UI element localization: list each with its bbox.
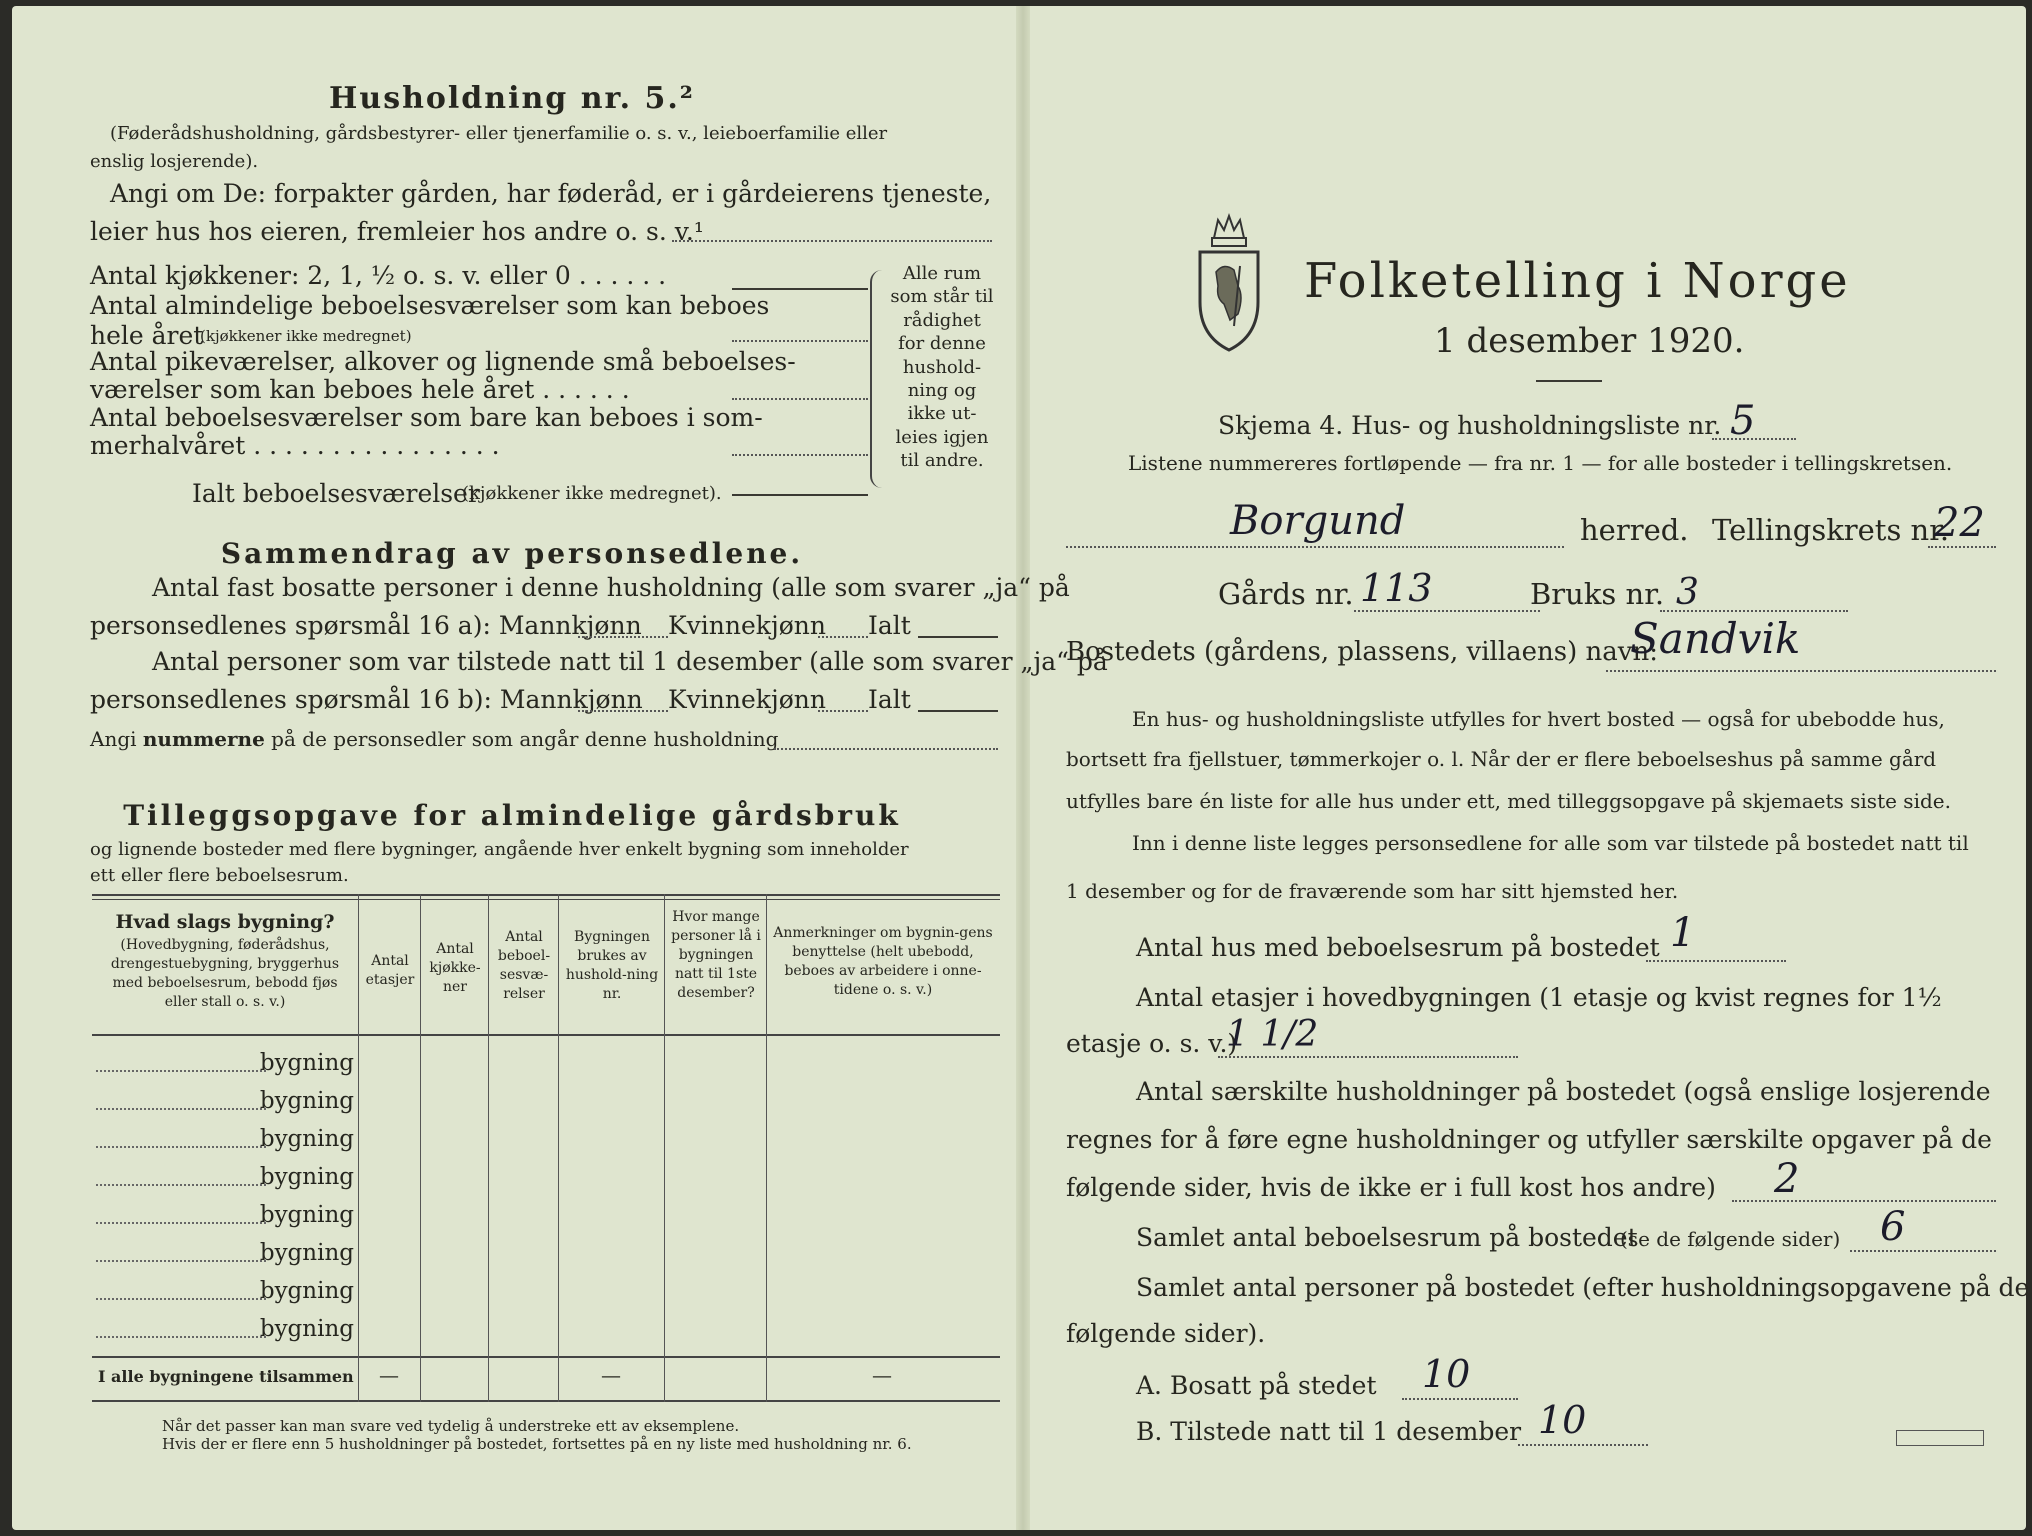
gards-label: Gårds nr.: [1218, 577, 1354, 611]
bosatt-label: A. Bosatt på stedet: [1136, 1371, 1377, 1400]
building-row: bygning: [92, 1120, 1000, 1158]
left-page: Husholdning nr. 5.² (Føderådshusholdning, gårdsbestyrer- eller tjenerfamilie o. s. v., leieboerfamilie eller enslig losjerende). Angi om De: forpakter gården, har føderåd, er i gårdeierens tjeneste, leier hus hos eieren, fremleier hos andre o. s. v.¹ Antal kjøkkener: 2, 1, ½ o. s. v. eller 0 . . . . . . Antal almindelige beboelsesværelser som kan beboes hele året (kjøkkener ikke medregnet) Antal pikeværelser, alkover og lignende små beboelses- værelser som kan beboes hele året . . . . . . Antal beboelsesværelser som bare kan beboes i som- merhalvåret . . . . . . . . . . . . . . . . Ialt beboelsesværelser (kjøkkener ikke medregnet). Alle rum som står til rådighet for denne hushold- ning og ikke ut- leies igjen til andre. Sammendrag av personsedlene. Antal fast bosatte personer i denne husholdning (alle som svarer „ja“ på personsedlenes spørsmål 16 a): Mannkjønn Kvinnekjønn Ialt Antal personer som var tilstede natt til 1 desember (alle som svarer „ja“ på personsedlenes spørsmål 16 b): Mannkjønn Kvinnekjønn Ialt Angi nummerne på de personsedler som angår denne husholdning Tilleggsopgave for almindelige gårdsbruk og lignende bosteder med flere bygninger, angående hver enkelt bygning som inneholder ett eller flere beboelsesrum. Hvad slags bygning? (Hovedbygning, føderådshus, drengestuebygning, bryggerhus med beboelsesrum, bebodd fjøs eller stall o. s. v.) Antal etasjer Antal kjøkke-ner Antal beboel-sesvæ-relser Bygningen brukes av hushold-ning nr. Hvor mange personer lå i bygningen natt til 1ste desember? Anmerkninger om bygnin-gens benyttelse (helt ubebodd, beboes av arbeidere i onne-tidene o. s. v.) bygning bygning bygning bygning bygning bygning bygning bygning I alle bygningene tilsammen — — — Når det passer kan man svare ved tydelig å understreke ett av eksemplene. Hvis der er flere enn 5 husholdninger på bostedet, fortsettes på en ny liste med husholdning nr. 6.: [90, 81, 1108, 1453]
intro-line-2: enslig losjerende).: [90, 151, 259, 172]
col-kitchens: Antal kjøkke-ner: [429, 941, 481, 995]
samlet-pers-line-1: Samlet antal personer på bostedet (efter husholdningsopgavene på de: [1136, 1273, 2030, 1302]
building-row: bygning: [92, 1310, 1000, 1348]
kitchens-line: [732, 288, 868, 290]
numbering-note: Listene nummereres fortløpende — fra nr. 1 — for alle bosteder i tellingskretsen.: [1128, 451, 1953, 475]
list-number-value: 5: [1730, 398, 1756, 444]
brace: [870, 270, 882, 488]
rooms-note: (kjøkkener ikke medregnet): [200, 327, 412, 345]
building-row: bygning: [92, 1272, 1000, 1310]
ordinary-line: [732, 340, 868, 342]
rooms-total: Ialt beboelsesværelser: [192, 479, 480, 508]
farm-intro-1: og lignende bosteder med flere bygninger, angående hver enkelt bygning som inneholder: [90, 839, 909, 860]
gards-value: 113: [1360, 566, 1433, 610]
small-line: [732, 398, 868, 400]
instruction-2: bortsett fra fjellstuer, tømmerkojer o. l. Når der er flere beboelseshus på samme gård: [1066, 747, 1937, 771]
footnote-2: Hvis der er flere enn 5 husholdninger på bostedet, fortsettes på en ny liste med husholdning nr. 6.: [162, 1435, 912, 1453]
herred-label: herred.: [1580, 513, 1689, 547]
herred-value: Borgund: [1230, 498, 1406, 544]
building-row: bygning: [92, 1196, 1000, 1234]
side-note: Alle rum som står til rådighet for denne hushold- ning og ikke ut- leies igjen til andre.: [890, 263, 994, 472]
rooms-summer-2: merhalvåret . . . . . . . . . . . . . . . .: [90, 431, 500, 460]
instruction-5: 1 desember og for de fraværende som har sitt hjemsted her.: [1066, 879, 1679, 903]
samlet-pers-line-2: følgende sider).: [1066, 1319, 1266, 1348]
samlet-rum-note: (se de følgende sider): [1620, 1227, 1841, 1251]
building-row: bygning: [92, 1082, 1000, 1120]
intro-line-1: (Føderådshusholdning, gårdsbestyrer- eller tjenerfamilie o. s. v., leieboerfamilie eller: [110, 123, 888, 144]
rooms-summer: Antal beboelsesværelser som bare kan beboes i som-: [90, 403, 763, 432]
rooms-whole-year: hele året: [90, 321, 204, 350]
census-date: 1 desember 1920.: [1434, 321, 1745, 361]
summary-line-1: Antal fast bosatte personer i denne husholdning (alle som svarer „ja“ på: [152, 573, 1070, 602]
total-line: [732, 494, 868, 496]
right-page: [1030, 6, 2030, 1530]
instruction-3: utfylles bare én liste for alle hus under ett, med tilleggsopgave på skjemaets siste side.: [1066, 789, 1951, 813]
farm-intro-2: ett eller flere beboelsesrum.: [90, 865, 349, 886]
printer-mark: [1896, 1430, 1984, 1446]
summary-line-4: personsedlenes spørsmål 16 b): Mannkjønn: [90, 685, 643, 714]
tilstede-label: B. Tilstede natt til 1 desember: [1136, 1417, 1522, 1446]
hush-line-2: regnes for å føre egne husholdninger og utfyller særskilte opgaver på de: [1066, 1125, 1992, 1154]
hush-line-1: Antal særskilte husholdninger på bostedet (også enslige losjerende: [1136, 1077, 1991, 1106]
samlet-rum-value: 6: [1880, 1204, 1906, 1250]
summary-line-3: Antal personer som var tilstede natt til 1 desember (alle som svarer „ja“ på: [152, 647, 1108, 676]
total-row-label: I alle bygningene tilsammen: [98, 1367, 354, 1386]
instruction-4: Inn i denne liste legges personsedlene for alle som var tilstede på bostedet natt til: [1132, 831, 1969, 855]
bosted-value: Sandvik: [1630, 614, 1801, 663]
rooms-small: Antal pikeværelser, alkover og lignende små beboelses-: [90, 347, 796, 376]
bosatt-value: 10: [1422, 1352, 1471, 1396]
coat-of-arms-icon: [1194, 210, 1264, 360]
samlet-rum-label: Samlet antal beboelsesrum på bostedet: [1136, 1223, 1638, 1252]
tilstede-value: 10: [1538, 1398, 1587, 1442]
household-heading: Husholdning nr. 5.²: [329, 81, 695, 116]
rooms-small-2: værelser som kan beboes hele året . . . . . .: [90, 375, 630, 404]
hus-value: 1: [1670, 910, 1696, 956]
instruction-1: En hus- og husholdningsliste utfylles for hvert bosted — også for ubebodde hus,: [1132, 707, 1945, 731]
etasjer-line-2: etasje o. s. v.): [1066, 1029, 1238, 1058]
krets-value: 22: [1934, 500, 1985, 546]
skjema-label: Skjema 4. Hus- og husholdningsliste nr.: [1218, 411, 1722, 440]
rooms-total-note: (kjøkkener ikke medregnet).: [462, 483, 722, 504]
summary-line-2: personsedlenes spørsmål 16 a): Mannkjønn: [90, 611, 642, 640]
bruks-value: 3: [1676, 572, 1699, 613]
col-persons: Hvor mange personer lå i bygningen natt til 1ste desember?: [671, 909, 761, 1001]
bruks-label: Bruks nr.: [1530, 577, 1665, 611]
col-rooms: Antal beboel-sesvæ-relser: [497, 929, 551, 1002]
center-fold: [1016, 6, 1030, 1530]
col-remarks: Anmerkninger om bygnin-gens benyttelse (helt ubebodd, beboes av arbeidere i onne-tidene o. s. v.): [773, 925, 993, 998]
hush-value: 2: [1774, 1156, 1800, 1202]
angi-line: Angi nummerne på de personsedler som angår denne husholdning: [90, 727, 779, 751]
col-household: Bygningen brukes av hushold-ning nr.: [565, 929, 659, 1002]
hush-line-3: følgende sider, hvis de ikke er i full kost hos andre): [1066, 1173, 1716, 1202]
question-line-2: leier hus hos eieren, fremleier hos andre o. s. v.¹: [90, 217, 704, 246]
summary-heading: Sammendrag av personsedlene.: [220, 537, 804, 570]
footnote-1: Når det passer kan man svare ved tydelig å understreke ett av eksemplene.: [162, 1417, 740, 1435]
col-type-title: Hvad slags bygning?: [115, 911, 335, 933]
building-row: bygning: [92, 1044, 1000, 1082]
farm-heading: Tilleggsopgave for almindelige gårdsbruk: [123, 799, 901, 832]
question-line-1: Angi om De: forpakter gården, har føderåd, er i gårdeierens tjeneste,: [110, 179, 992, 208]
census-title: Folketelling i Norge: [1304, 253, 1851, 309]
hus-label: Antal hus med beboelsesrum på bostedet: [1136, 933, 1660, 962]
building-table: Hvad slags bygning? (Hovedbygning, føderådshus, drengestuebygning, bryggerhus med beboelsesrum, bebodd fjøs eller stall o. s. v.) Antal etasjer Antal kjøkke-ner Antal beboel-sesvæ-relser Bygningen brukes av hushold-ning nr. Hvor mange personer lå i bygningen natt til 1ste desember? Anmerkninger om bygnin-gens benyttelse (helt ubebodd, beboes av arbeidere i onne-tidene o. s. v.) bygning bygning bygning bygning bygning bygning bygning bygning I alle bygningene tilsammen — — —: [92, 894, 1000, 1402]
building-row: bygning: [92, 1234, 1000, 1272]
col-floors: Antal etasjer: [365, 953, 415, 988]
building-row: bygning: [92, 1158, 1000, 1196]
bosted-label: Bostedets (gårdens, plassens, villaens) navn:: [1066, 637, 1658, 667]
summer-line: [732, 454, 868, 456]
etasjer-line-1: Antal etasjer i hovedbygningen (1 etasje og kvist regnes for 1½: [1136, 983, 1942, 1012]
krets-label: Tellingskrets nr.: [1712, 513, 1950, 547]
rooms-ordinary: Antal almindelige beboelsesværelser som kan beboes: [90, 291, 770, 320]
etasjer-value: 1 1/2: [1226, 1014, 1319, 1055]
rooms-kitchens: Antal kjøkkener: 2, 1, ½ o. s. v. eller 0 . . . . . .: [90, 261, 667, 290]
col-type-sub: (Hovedbygning, føderådshus, drengestuebygning, bryggerhus med beboelsesrum, bebodd fjøs eller stall o. s. v.): [110, 937, 340, 1010]
answer-line: [672, 240, 992, 242]
